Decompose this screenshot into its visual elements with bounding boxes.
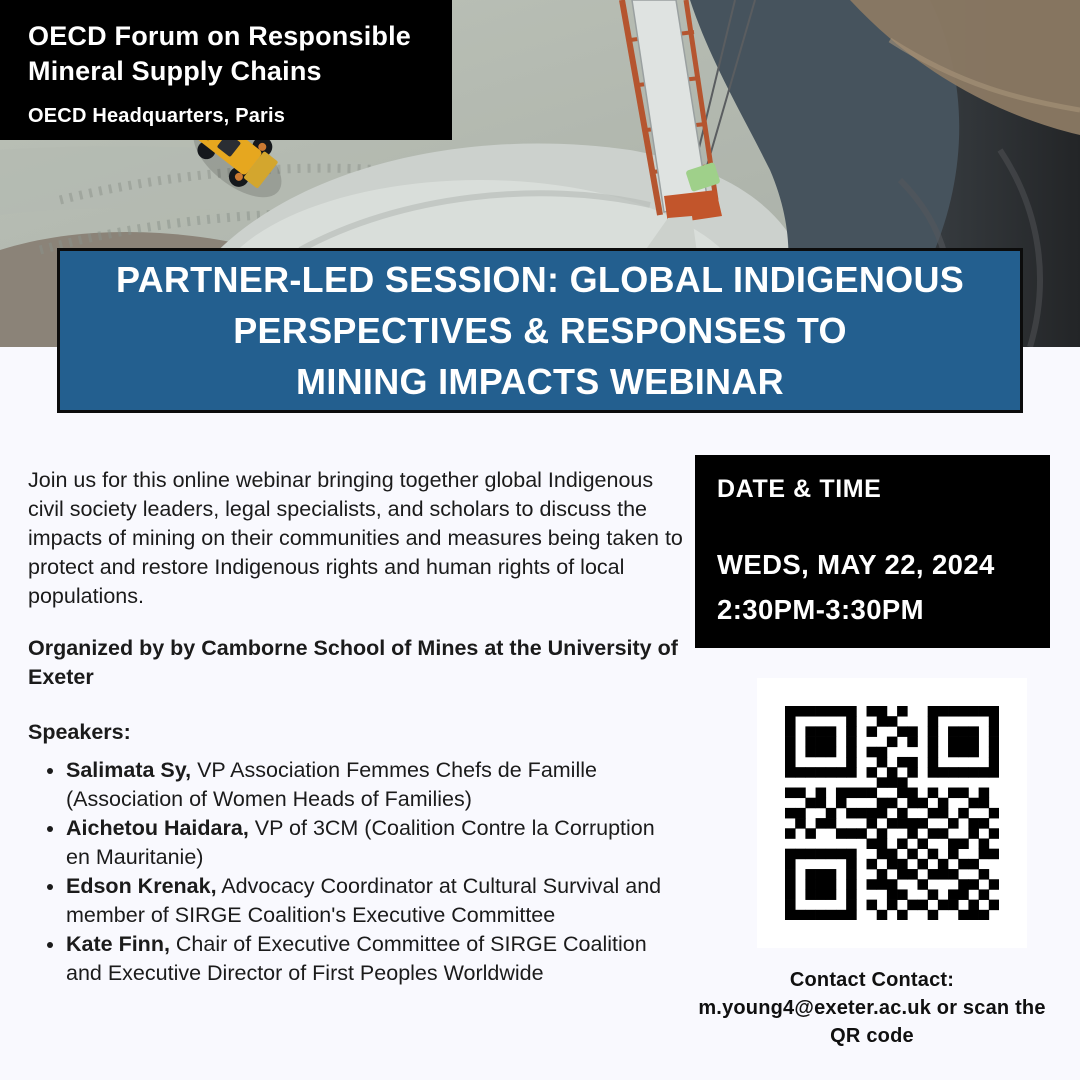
contact-line1: Contact Contact: (789, 969, 955, 991)
speaker-item (66, 930, 683, 988)
banner-line3: MINING IMPACTS WEBINAR (296, 361, 784, 402)
session-title-banner (57, 248, 1023, 413)
header-title (28, 19, 442, 89)
speakers-list (28, 756, 683, 988)
speaker-item (66, 814, 683, 872)
qr-code-svg (785, 706, 999, 920)
speaker-name: Salimata Sy, (66, 758, 192, 782)
speaker-item (66, 756, 683, 814)
banner-line1: PARTNER-LED SESSION: GLOBAL INDIGENOUS (115, 259, 965, 300)
speaker-name: Edson Krenak, (66, 874, 217, 898)
qr-code (757, 678, 1027, 948)
date-time-heading: DATE & TIME (717, 475, 882, 503)
contact-block (672, 966, 1072, 1050)
description-column (28, 466, 683, 988)
speakers-heading: Speakers: (28, 720, 131, 744)
date-time-box (695, 455, 1050, 648)
header-title-line1: OECD Forum on Responsible (28, 21, 412, 51)
header-subtitle: OECD Headquarters, Paris (28, 105, 286, 127)
speaker-item (66, 872, 683, 930)
organized-by: Organized by by Camborne School of Mines at the University of Exeter (28, 636, 678, 689)
speaker-name: Aichetou Haidara, (66, 816, 249, 840)
speaker-name: Kate Finn, (66, 932, 170, 956)
speaker-desc: VP Association Femmes Chefs de Famille (Association of Women Heads of Families) (66, 758, 597, 811)
contact-line3: QR code (830, 1025, 914, 1047)
header-box (0, 0, 452, 140)
speaker-desc: VP of 3CM (Coalition Contre la Corruption en Mauritanie) (66, 816, 655, 869)
banner-line2: PERSPECTIVES & RESPONSES TO (233, 310, 847, 351)
event-date: WEDS, MAY 22, 2024 (717, 549, 995, 580)
speaker-desc: Chair of Executive Committee of SIRGE Coalition and Executive Director of First Peoples Worldwide (66, 932, 647, 985)
contact-line2: m.young4@exeter.ac.uk or scan the (698, 997, 1046, 1019)
speaker-desc: Advocacy Coordinator at Cultural Survival and member of SIRGE Coalition's Executive Committee (66, 874, 662, 927)
intro-paragraph: Join us for this online webinar bringing together global Indigenous civil society leaders, legal specialists, and scholars to discuss the impacts of mining on their communities and measures being taken to protect and restore Indigenous rights and human rights of local populations. (28, 468, 683, 608)
event-time: 2:30PM-3:30PM (717, 594, 924, 625)
header-title-line2: Mineral Supply Chains (28, 56, 322, 86)
